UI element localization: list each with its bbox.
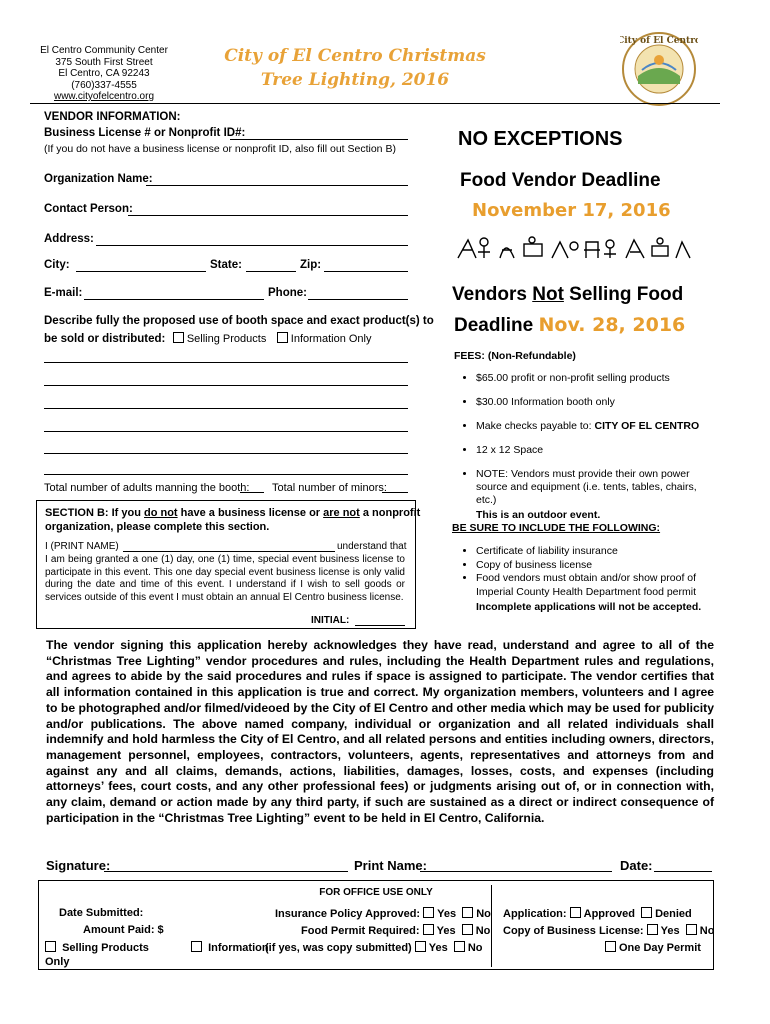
fees-heading: FEES: (Non-Refundable) bbox=[454, 350, 576, 362]
fee-space: • 12 x 12 Space bbox=[476, 444, 714, 457]
initial-field[interactable] bbox=[355, 613, 405, 626]
food-vendor-deadline: Food Vendor Deadline bbox=[460, 170, 661, 191]
org-name-label: Organization Name: bbox=[44, 173, 153, 185]
fee-selling: • $65.00 profit or non-profit selling products bbox=[476, 372, 714, 385]
address-field[interactable] bbox=[96, 233, 408, 246]
food-deadline-date: November 17, 2016 bbox=[472, 200, 671, 221]
city-label: City: bbox=[44, 259, 70, 271]
include-license: • Copy of business license bbox=[476, 559, 714, 573]
include-food-permit: • Food vendors must obtain and/or show proof of Imperial County Health Department food permit bbox=[476, 572, 714, 599]
office-information-checkbox[interactable] bbox=[191, 941, 202, 952]
describe-line[interactable] bbox=[44, 350, 408, 363]
office-divider bbox=[491, 885, 492, 967]
include-heading: BE SURE TO INCLUDE THE FOLLOWING: bbox=[452, 522, 661, 534]
event-title: City of El Centro Christmas Tree Lighting, 2016 bbox=[224, 46, 486, 90]
section-b-body: I am being granted a one (1) day, one (1) time, special event business license to participate in this event. This one day special event business license is only valid during the date and time of this event. I understand if I wish to sell goods or services outside of this event I must obtain an annual El Centro business license. bbox=[45, 554, 405, 603]
phone: (760)337-4555 bbox=[71, 79, 137, 91]
copy-license-row: Copy of Business License: Yes No bbox=[503, 925, 715, 937]
header-divider bbox=[30, 103, 720, 104]
incomplete-warning: Incomplete applications will not be accepted. bbox=[476, 601, 702, 613]
minors-field[interactable] bbox=[382, 480, 408, 493]
print-name-field[interactable] bbox=[420, 857, 612, 872]
fees-list bbox=[458, 372, 714, 522]
zip-field[interactable] bbox=[324, 259, 408, 272]
zip-label: Zip: bbox=[300, 259, 322, 271]
copy-submitted-row: (if yes, was copy submitted) Yes No bbox=[265, 942, 483, 954]
fee-information: • $30.00 Information booth only bbox=[476, 396, 714, 409]
understand-label: understand that bbox=[337, 541, 407, 552]
contact-field[interactable] bbox=[128, 203, 408, 216]
outdoor-event: This is an outdoor event. bbox=[476, 509, 601, 521]
describe-label: Describe fully the proposed use of booth space and exact product(s) to bbox=[44, 315, 434, 327]
include-list bbox=[458, 545, 714, 615]
city-seal-logo bbox=[620, 30, 698, 108]
date-label: Date: bbox=[620, 858, 653, 873]
print-name-label: I (PRINT NAME) bbox=[45, 541, 119, 552]
describe-line[interactable] bbox=[44, 419, 408, 432]
city-state: El Centro, CA 92243 bbox=[58, 68, 150, 79]
describe-line[interactable] bbox=[44, 373, 408, 386]
license-label: Business License # or Nonprofit ID#: bbox=[44, 127, 246, 139]
city-field[interactable] bbox=[76, 259, 206, 272]
signature-field[interactable] bbox=[104, 857, 348, 872]
license-note: (If you do not have a business license or nonprofit ID, also fill out Section B) bbox=[44, 143, 396, 155]
contact-label: Contact Person: bbox=[44, 203, 133, 215]
org-name-field[interactable] bbox=[146, 173, 408, 186]
vendor-clipart bbox=[454, 232, 694, 264]
include-insurance: • Certificate of liability insurance bbox=[476, 545, 714, 559]
one-day-permit-row: One Day Permit bbox=[605, 941, 701, 954]
org-name: El Centro Community Center bbox=[40, 45, 168, 56]
legal-agreement: The vendor signing this application hereby acknowledges they have read, understand and agree to all of the “Christmas Tree Lighting” vendor procedures and rules, including the Health Department rules and regulations, and agrees to abide by the said procedures and rules if space is assigned to participate. The vendor certifies that all information contained in this application is true and correct. My organization members, volunteers and I agree to be photographed and/or filmed/videoed by the City of El Centro and other media which may be used for publicity and/or publications. The above named company, individual or organization and all related individuals shall indemnify and hold harmless the City of El Centro, and all related persons and entities including owners, directors, management personnel, employees, contractors, volunteers, agents, representatives and attorneys from and against any and all claims, demands, actions, liabilities, damages, losses, costs, and expenses (including attorneys’ fees, court costs, and any other professional fees) or judgments arising out of, or in connection with, any claim, demand or action made by any third party, if such are sustained as a direct or indirect consequence of participation in the “Christmas Tree Lighting” event to be held in El Centro, California. bbox=[46, 638, 714, 825]
describe-line[interactable] bbox=[44, 441, 408, 454]
email-field[interactable] bbox=[84, 287, 264, 300]
section-b-heading: SECTION B: If you do not have a business license or are not a nonprofit bbox=[45, 507, 421, 519]
address-block bbox=[34, 45, 174, 103]
section-b-heading-2: organization, please complete this section. bbox=[45, 521, 270, 533]
selling-only: Selling Products Only bbox=[45, 942, 149, 968]
office-use-box bbox=[38, 880, 714, 970]
svg-text:City of El Centro: City of El Centro bbox=[620, 36, 698, 46]
initial-label: INITIAL: bbox=[311, 615, 350, 626]
signature-label: Signature: bbox=[46, 858, 111, 873]
street: 375 South First Street bbox=[55, 56, 153, 68]
nonfood-deadline: Deadline Nov. 28, 2016 bbox=[454, 314, 686, 336]
describe-line[interactable] bbox=[44, 462, 408, 475]
describe-options: be sold or distributed: Selling Products Information Only bbox=[44, 333, 372, 345]
adults-label: Total number of adults manning the booth: bbox=[44, 482, 250, 494]
phone-label: Phone: bbox=[268, 287, 307, 299]
section-b-print-name-field[interactable] bbox=[123, 539, 335, 552]
adults-field[interactable] bbox=[240, 480, 264, 493]
office-heading: FOR OFFICE USE ONLY bbox=[319, 887, 433, 898]
section-b-box bbox=[36, 500, 421, 629]
fee-checks: • Make checks payable to: CITY OF EL CENTRO bbox=[476, 420, 714, 433]
vendors-not-selling: Vendors Not Selling Food bbox=[452, 284, 684, 305]
amount-paid: Amount Paid: $ bbox=[83, 924, 164, 936]
email-label: E-mail: bbox=[44, 287, 83, 299]
date-submitted: Date Submitted: bbox=[59, 907, 144, 919]
minors-label: Total number of minors: bbox=[272, 482, 387, 494]
vendor-info-heading: VENDOR INFORMATION: bbox=[44, 111, 181, 123]
website-link[interactable]: www.cityofelcentro.org bbox=[53, 91, 155, 102]
state-label: State: bbox=[210, 259, 242, 271]
food-permit-row: Food Permit Required: Yes No bbox=[301, 925, 491, 937]
phone-field[interactable] bbox=[308, 287, 408, 300]
office-selling-checkbox[interactable] bbox=[45, 941, 56, 952]
information-only-checkbox[interactable] bbox=[277, 332, 288, 343]
insurance-row: Insurance Policy Approved: Yes No bbox=[275, 908, 491, 920]
no-exceptions: NO EXCEPTIONS bbox=[458, 128, 623, 150]
date-field[interactable] bbox=[654, 857, 712, 872]
fee-note: • NOTE: Vendors must provide their own power source and equipment (i.e. tents, tables, chairs, etc.) bbox=[476, 468, 714, 507]
application-row: Application: Approved Denied bbox=[503, 908, 692, 920]
office-information: Information bbox=[191, 941, 269, 954]
describe-line[interactable] bbox=[44, 396, 408, 409]
address-label: Address: bbox=[44, 233, 94, 245]
state-field[interactable] bbox=[246, 259, 296, 272]
selling-products-checkbox[interactable] bbox=[173, 332, 184, 343]
print-name-label-sig: Print Name: bbox=[354, 858, 427, 873]
license-field[interactable] bbox=[230, 127, 408, 140]
